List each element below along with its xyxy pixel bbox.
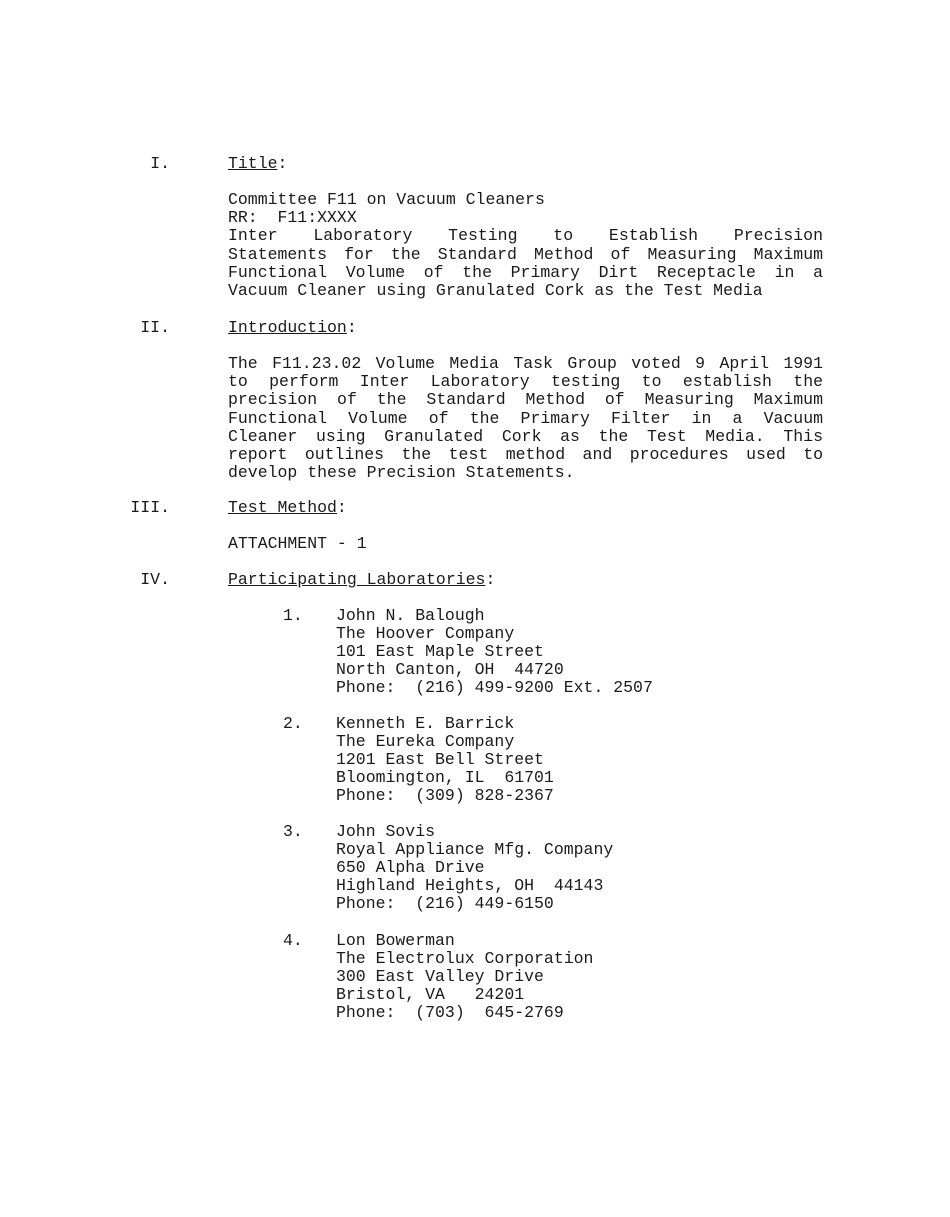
- lab-street: 101 East Maple Street: [336, 642, 544, 661]
- lab-phone: Phone: (216) 449-6150: [336, 894, 554, 913]
- intro-line-4: Functional Volume of the Primary Filter in a Vacuum: [228, 409, 823, 428]
- lab-contact-name: John N. Balough: [336, 606, 485, 625]
- lab-street: 650 Alpha Drive: [336, 858, 485, 877]
- title-line-rr: RR: F11:XXXX: [228, 208, 357, 228]
- lab-street: 1201 East Bell Street: [336, 750, 544, 769]
- title-line-3: Inter Laboratory Testing to Establish Precision: [228, 227, 823, 246]
- lab-street: 300 East Valley Drive: [336, 967, 544, 986]
- lab-company: The Hoover Company: [336, 624, 515, 643]
- intro-line-5: Cleaner using Granulated Cork as the Test Media. This: [228, 427, 823, 446]
- title-line-4: Statements for the Standard Method of Measuring Maximum: [228, 245, 823, 264]
- heading-colon: :: [346, 318, 357, 337]
- lab-number: 4.: [283, 931, 303, 950]
- lab-entry: [336, 932, 593, 1022]
- lab-entry: [336, 607, 653, 697]
- lab-phone: Phone: (309) 828-2367: [336, 786, 554, 805]
- lab-city: Bristol, VA 24201: [336, 985, 525, 1004]
- lab-contact-name: Lon Bowerman: [336, 931, 455, 950]
- lab-contact-name: Kenneth E. Barrick: [336, 714, 515, 733]
- section-numeral-labs: IV.: [140, 570, 170, 589]
- heading-colon: :: [485, 570, 496, 589]
- introduction-block: [228, 355, 823, 482]
- intro-line-7: develop these Precision Statements.: [228, 463, 575, 483]
- heading-colon: :: [336, 498, 347, 517]
- attachment-reference: ATTACHMENT - 1: [228, 534, 367, 553]
- lab-company: The Electrolux Corporation: [336, 949, 594, 968]
- intro-line-1: The F11.23.02 Volume Media Task Group voted 9 April 1991: [228, 355, 823, 373]
- title-line-6: Vacuum Cleaner using Granulated Cork as the Test Media: [228, 280, 763, 300]
- lab-company: The Eureka Company: [336, 732, 515, 751]
- title-line-5: Functional Volume of the Primary Dirt Receptacle in a: [228, 263, 823, 282]
- heading-text: Title: [228, 154, 278, 173]
- intro-line-3: precision of the Standard Method of Measuring Maximum: [228, 391, 823, 410]
- section-heading-title: [228, 155, 287, 173]
- section-numeral-test-method: III.: [130, 498, 170, 517]
- lab-company: Royal Appliance Mfg. Company: [336, 840, 614, 859]
- lab-city: North Canton, OH 44720: [336, 660, 564, 679]
- lab-number: 2.: [283, 714, 303, 733]
- section-heading-labs: [228, 571, 495, 589]
- lab-phone: Phone: (216) 499-9200 Ext. 2507: [336, 678, 653, 697]
- heading-colon: :: [277, 154, 288, 173]
- section-numeral-title: I.: [150, 154, 170, 173]
- intro-line-2: to perform Inter Laboratory testing to establish the: [228, 373, 823, 392]
- section-heading-introduction: [228, 319, 357, 337]
- heading-text: Participating Laboratories: [228, 570, 486, 589]
- lab-entry: [336, 823, 613, 913]
- lab-city: Highland Heights, OH 44143: [336, 876, 604, 895]
- title-block: [228, 191, 823, 300]
- lab-phone: Phone: (703) 645-2769: [336, 1003, 564, 1022]
- heading-text: Test Method: [228, 498, 337, 517]
- intro-line-6: report outlines the test method and procedures used to: [228, 445, 823, 464]
- lab-contact-name: John Sovis: [336, 822, 436, 841]
- lab-entry: [336, 715, 554, 805]
- section-numeral-introduction: II.: [140, 318, 170, 337]
- section-heading-test-method: [228, 499, 347, 517]
- title-line-committee: Committee F11 on Vacuum Cleaners: [228, 190, 545, 209]
- lab-number: 1.: [283, 606, 303, 625]
- lab-number: 3.: [283, 822, 303, 841]
- heading-text: Introduction: [228, 318, 347, 337]
- lab-city: Bloomington, IL 61701: [336, 768, 554, 787]
